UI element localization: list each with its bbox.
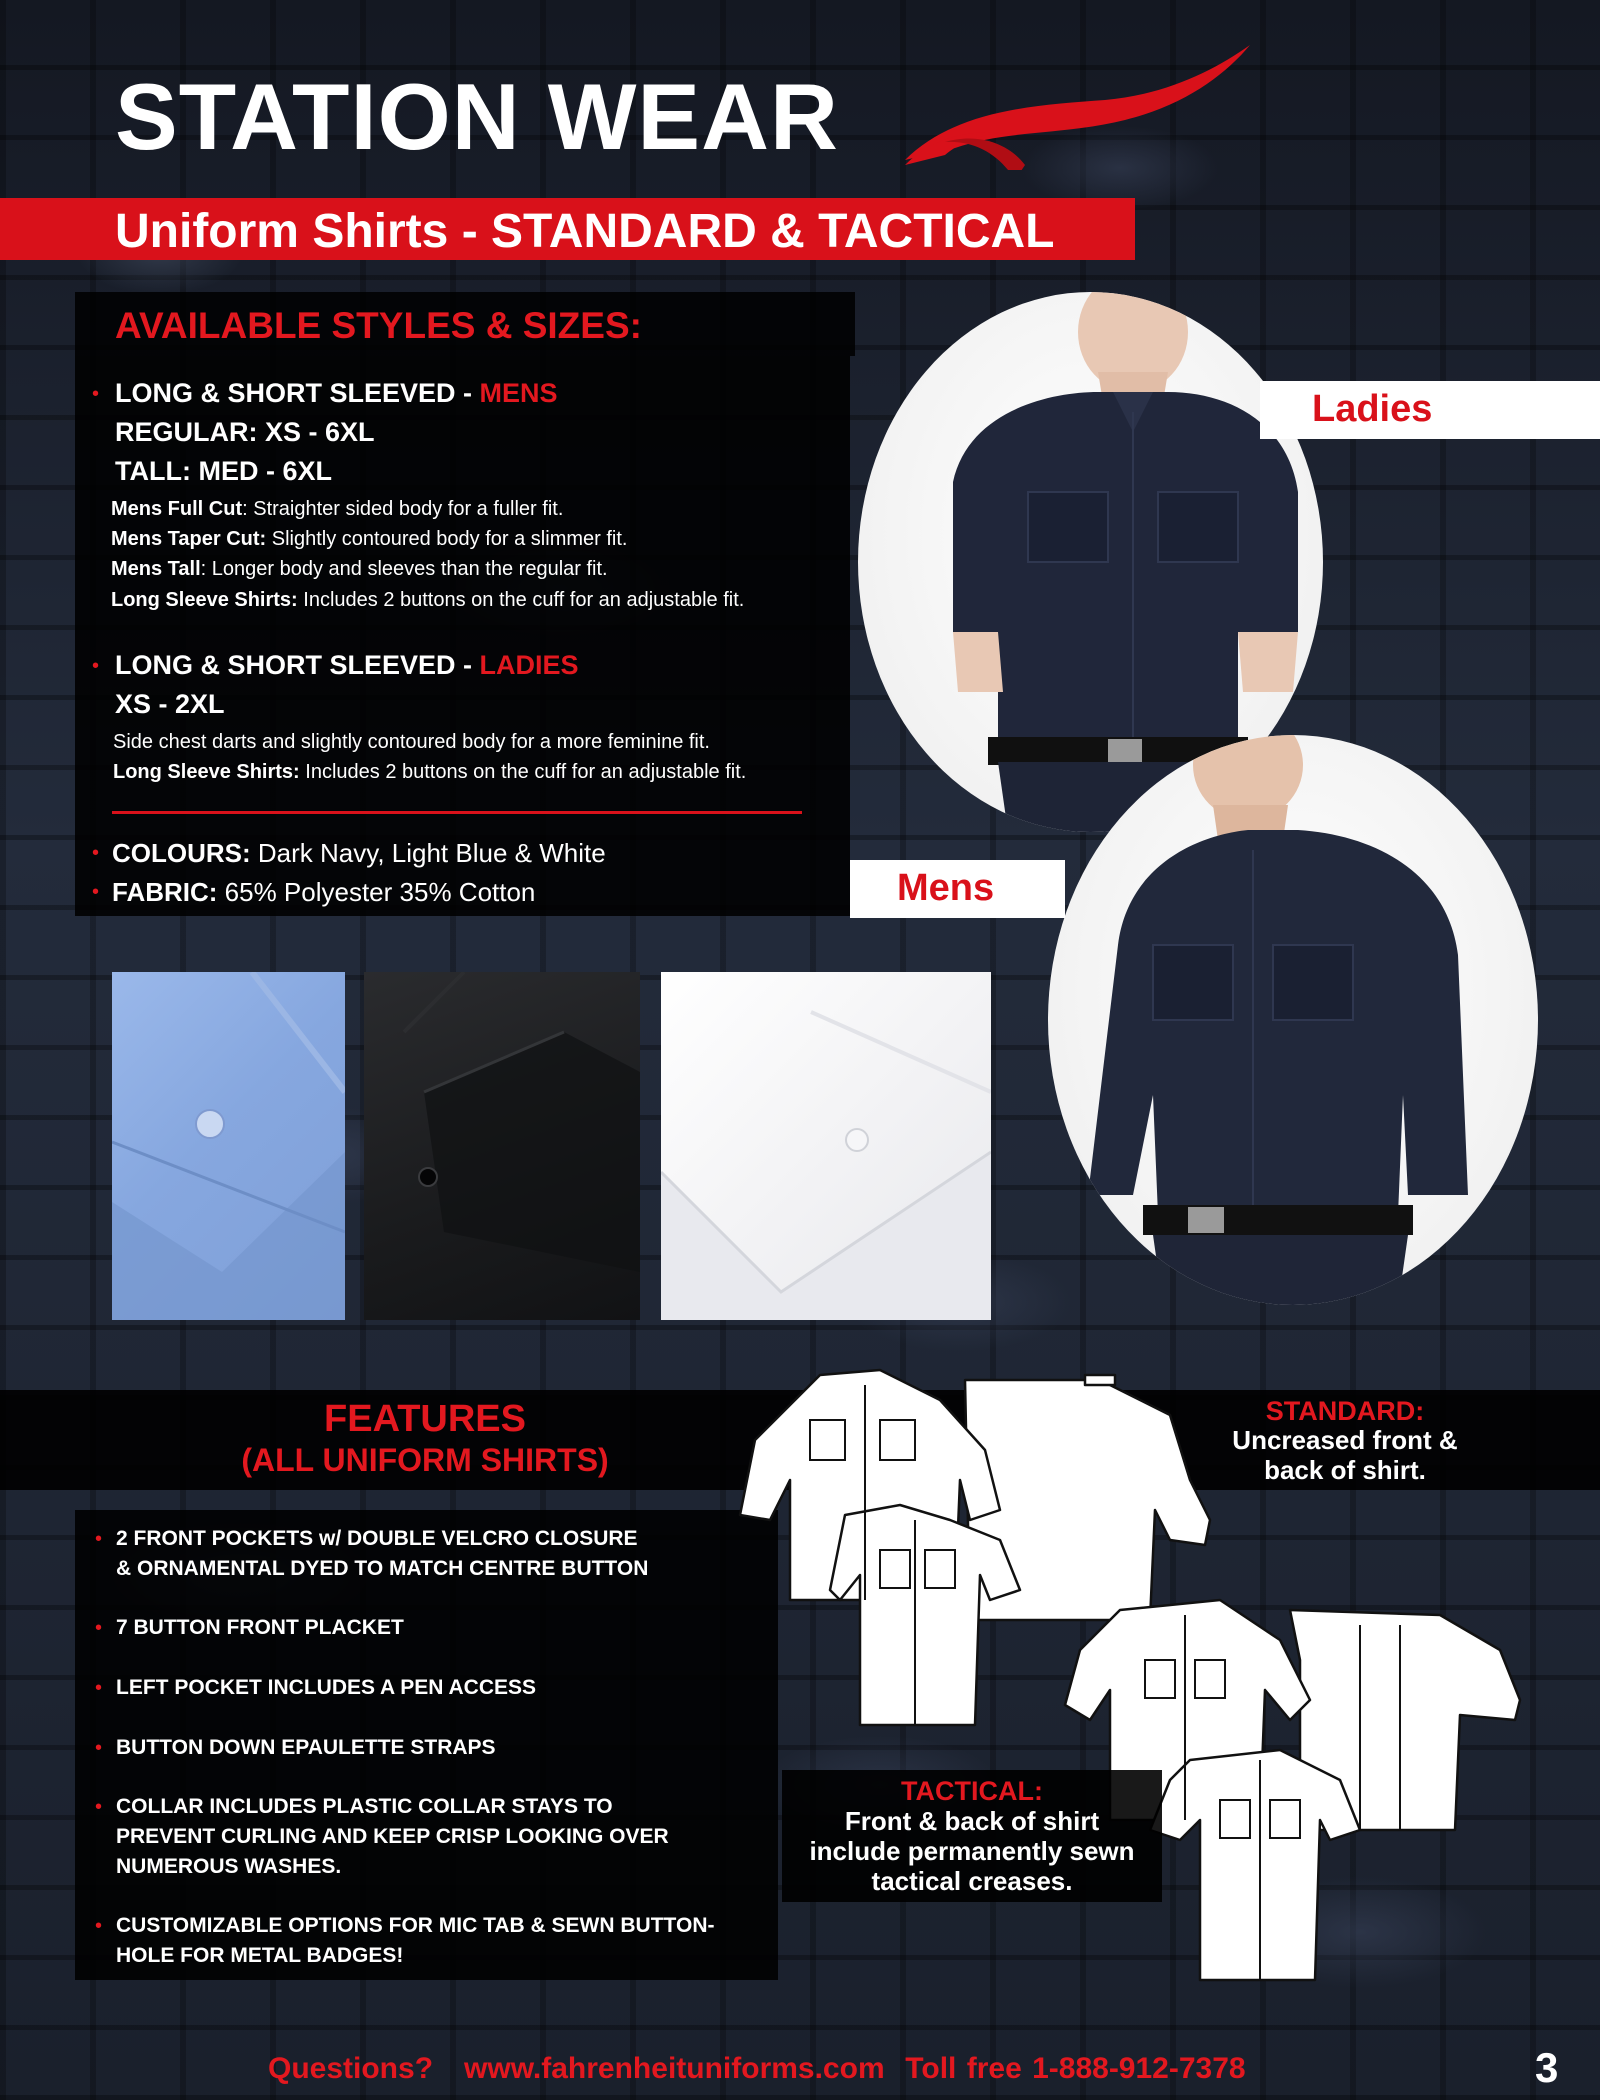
bullet: • bbox=[95, 1915, 103, 1937]
flame-swoosh-logo bbox=[895, 40, 1255, 170]
ladies-detail bbox=[113, 761, 746, 784]
page-number: 3 bbox=[1535, 2044, 1559, 2091]
feature-text: HOLE FOR METAL BADGES! bbox=[116, 1944, 404, 1967]
footer-contact: Questions? www.fahrenheituniforms.com Toll free 1-888-912-7378 bbox=[268, 2052, 1246, 2085]
bullet: • bbox=[95, 1796, 103, 1818]
detail-text: Includes 2 buttons on the cuff for an adjustable fit. bbox=[299, 761, 747, 783]
detail-label: Mens Tall bbox=[111, 558, 201, 580]
bullet: • bbox=[92, 881, 100, 903]
bullet: • bbox=[95, 1617, 103, 1639]
standard-desc-line: back of shirt. bbox=[1264, 1455, 1426, 1485]
standard-description bbox=[1190, 1425, 1500, 1485]
detail-text: Slightly contoured body for a slimmer fit. bbox=[266, 528, 628, 550]
mens-style-line bbox=[115, 378, 558, 409]
mens-accent: MENS bbox=[479, 378, 558, 408]
feature-item bbox=[116, 1524, 648, 1584]
feature-text: CUSTOMIZABLE OPTIONS FOR MIC TAB & SEWN BUTTON- bbox=[116, 1914, 715, 1937]
white-swatch bbox=[661, 972, 991, 1320]
page-subtitle: Uniform Shirts - STANDARD & TACTICAL bbox=[115, 205, 1055, 258]
bullet: • bbox=[92, 842, 100, 864]
colours-value: Dark Navy, Light Blue & White bbox=[250, 838, 606, 868]
standard-desc-line: Uncreased front & bbox=[1232, 1425, 1458, 1455]
feature-item bbox=[116, 1911, 714, 1971]
colours-line bbox=[112, 838, 606, 869]
ladies-accent: LADIES bbox=[479, 650, 579, 680]
feature-item: LEFT POCKET INCLUDES A PEN ACCESS bbox=[116, 1676, 537, 1699]
detail-text: Includes 2 buttons on the cuff for an adjustable fit. bbox=[297, 589, 745, 611]
detail-text: : Longer body and sleeves than the regular fit. bbox=[200, 558, 608, 580]
fabric-label: FABRIC: bbox=[112, 877, 218, 907]
features-title: FEATURES bbox=[324, 1398, 526, 1440]
bullet: • bbox=[95, 1677, 103, 1699]
ladies-style-prefix: LONG & SHORT SLEEVED - bbox=[115, 650, 480, 680]
feature-text: COLLAR INCLUDES PLASTIC COLLAR STAYS TO bbox=[116, 1795, 613, 1818]
mens-detail bbox=[111, 558, 608, 581]
light-blue-swatch bbox=[112, 972, 345, 1320]
tactical-desc-line: include permanently sewn bbox=[809, 1836, 1135, 1866]
ladies-label: Ladies bbox=[1312, 388, 1433, 430]
tactical-title: TACTICAL: bbox=[901, 1776, 1043, 1806]
detail-label: Mens Full Cut bbox=[111, 498, 243, 520]
detail-label: Long Sleeve Shirts: bbox=[111, 589, 298, 611]
bullet: • bbox=[92, 383, 100, 405]
bullet: • bbox=[92, 655, 100, 677]
standard-title: STANDARD: bbox=[1265, 1396, 1425, 1426]
detail-text: : Straighter sided body for a fuller fit. bbox=[242, 498, 564, 520]
detail-label: Mens Taper Cut: bbox=[111, 528, 267, 550]
feature-text: 2 FRONT POCKETS w/ DOUBLE VELCRO CLOSURE bbox=[116, 1527, 638, 1550]
fabric-value: 65% Polyester 35% Cotton bbox=[217, 877, 536, 907]
tactical-description bbox=[782, 1806, 1162, 1896]
feature-text: & ORNAMENTAL DYED TO MATCH CENTRE BUTTON bbox=[116, 1557, 649, 1580]
features-subtitle: (ALL UNIFORM SHIRTS) bbox=[241, 1442, 609, 1478]
ladies-style-line bbox=[115, 650, 579, 681]
mens-style-prefix: LONG & SHORT SLEEVED - bbox=[115, 378, 480, 408]
tactical-desc-line: Front & back of shirt bbox=[844, 1806, 1100, 1836]
divider bbox=[112, 811, 802, 814]
feature-text: NUMEROUS WASHES. bbox=[116, 1855, 342, 1878]
detail-label: Long Sleeve Shirts: bbox=[113, 761, 300, 783]
fabric-line bbox=[112, 877, 535, 908]
ladies-detail: Side chest darts and slightly contoured body for a more feminine fit. bbox=[113, 731, 710, 753]
mens-detail bbox=[111, 589, 744, 612]
feature-item: 7 BUTTON FRONT PLACKET bbox=[116, 1616, 404, 1639]
colours-label: COLOURS: bbox=[112, 838, 251, 868]
styles-heading: AVAILABLE STYLES & SIZES: bbox=[115, 305, 642, 346]
mens-detail bbox=[111, 498, 563, 521]
feature-item bbox=[116, 1792, 669, 1882]
mens-detail bbox=[111, 528, 627, 551]
mens-model-photo bbox=[1048, 735, 1538, 1305]
bullet: • bbox=[95, 1528, 103, 1550]
page-title: STATION WEAR bbox=[115, 64, 839, 169]
feature-item: BUTTON DOWN EPAULETTE STRAPS bbox=[116, 1736, 496, 1759]
tactical-desc-line: tactical creases. bbox=[871, 1866, 1073, 1896]
mens-label: Mens bbox=[897, 867, 995, 909]
feature-text: PREVENT CURLING AND KEEP CRISP LOOKING OVER bbox=[116, 1825, 669, 1848]
dark-navy-swatch bbox=[364, 972, 640, 1320]
ladies-sizes: XS - 2XL bbox=[115, 689, 225, 719]
mens-regular-sizes: REGULAR: XS - 6XL bbox=[115, 417, 375, 447]
mens-tall-sizes: TALL: MED - 6XL bbox=[115, 456, 332, 486]
bullet: • bbox=[95, 1737, 103, 1759]
